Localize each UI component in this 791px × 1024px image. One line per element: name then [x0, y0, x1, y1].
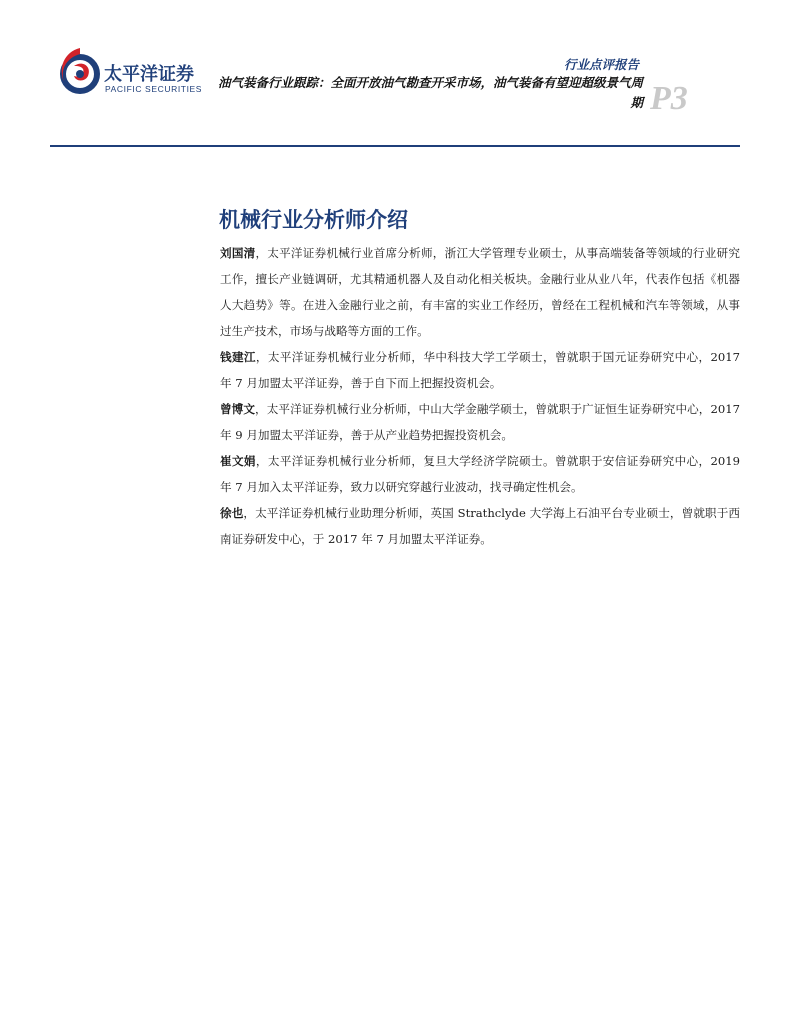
analyst-bio-text: ，太平洋证券机械行业首席分析师，浙江大学管理专业硕士，从事高端装备等领域的行业研究工作，擅长产业链调研，尤其精通机器人及自动化相关板块。金融行业从业八年，代表作包括《机器人大趋势》等。在进入金融行业之前，有丰富的实业工作经历，曾经在工程机械和汽车等领域，从事过生产技术，市场与战略等方面的工作。: [220, 246, 740, 338]
analyst-bio: [220, 344, 740, 396]
logo-company-name-en: PACIFIC SECURITIES: [105, 84, 203, 94]
analyst-bio-list: [220, 240, 740, 552]
analyst-name: 钱建江: [220, 350, 256, 364]
section-heading: 机械行业分析师介绍: [219, 208, 408, 232]
page-number: P3: [650, 80, 688, 117]
analyst-bio-text: ，太平洋证券机械行业分析师，华中科技大学工学硕士，曾就职于国元证券研究中心，2017 年 7 月加盟太平洋证券，善于自下而上把握投资机会。: [220, 350, 740, 390]
pacific-securities-logo-icon: [52, 42, 112, 102]
report-title: 油气装备行业跟踪：全面开放油气勘查开采市场，油气装备有望迎超级景气周期: [218, 75, 644, 110]
header-divider: [50, 145, 740, 147]
analyst-bio: [220, 240, 740, 344]
analyst-name: 刘国清: [220, 246, 256, 260]
analyst-bio-text: ，太平洋证券机械行业分析师，中山大学金融学硕士，曾就职于广证恒生证券研究中心，2017 年 9 月加盟太平洋证券，善于从产业趋势把握投资机会。: [220, 402, 740, 442]
analyst-name: 崔文娟: [220, 454, 256, 468]
analyst-name: 曾博文: [220, 402, 256, 416]
report-type-label: 行业点评报告: [563, 57, 639, 72]
analyst-bio: [220, 396, 740, 448]
analyst-bio: [220, 448, 740, 500]
company-logo: [52, 42, 217, 102]
analyst-bio: [220, 500, 740, 552]
analyst-name: 徐也: [220, 506, 244, 520]
logo-company-name-cn: 太平洋证券: [104, 64, 194, 85]
analyst-bio-text: ，太平洋证券机械行业分析师，复旦大学经济学院硕士。曾就职于安信证券研究中心，2019 年 7 月加入太平洋证券，致力以研究穿越行业波动，找寻确定性机会。: [220, 454, 740, 494]
analyst-bio-text: ，太平洋证券机械行业助理分析师，英国 Strathclyde 大学海上石油平台专业硕士，曾就职于西南证券研发中心，于 2017 年 7 月加盟太平洋证券。: [220, 506, 740, 546]
